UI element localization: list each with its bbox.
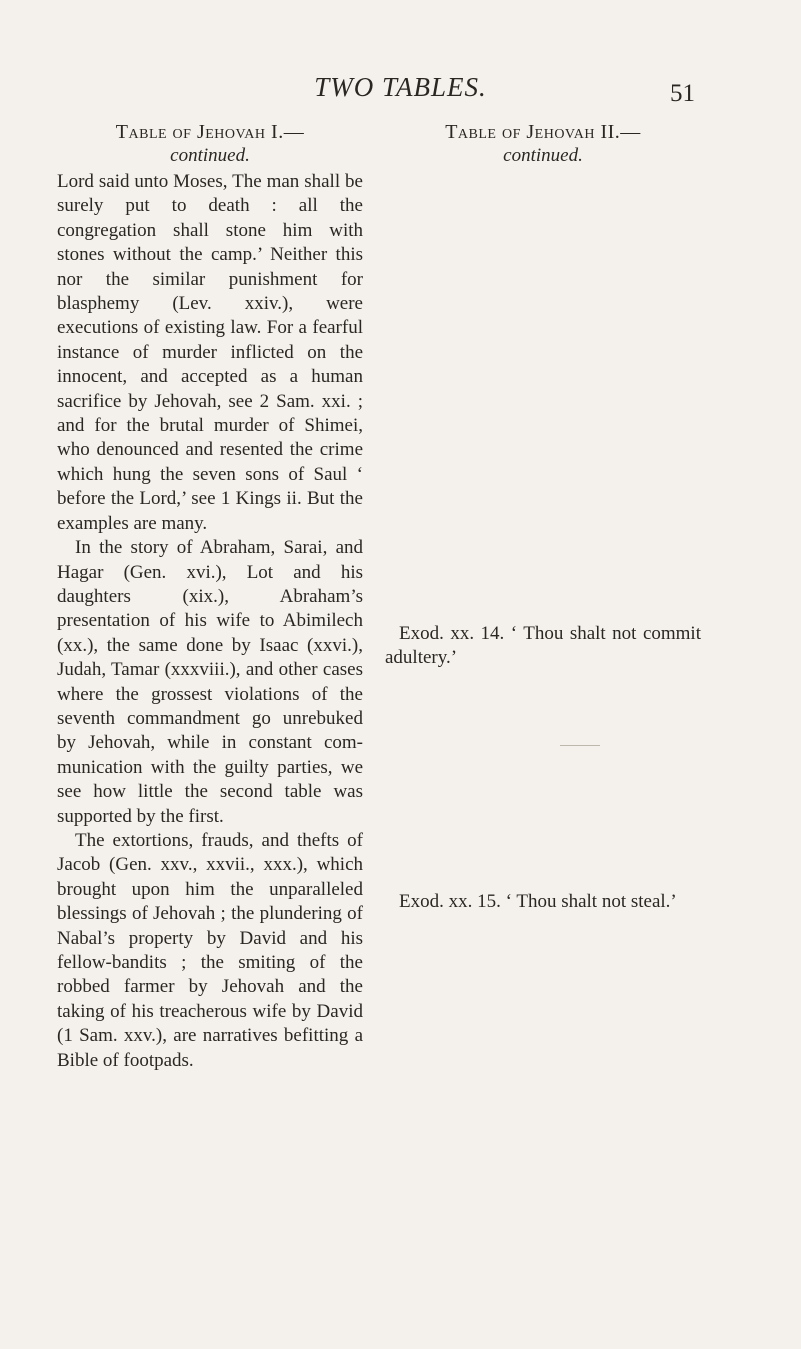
commandment-adultery-entry: Exod. xx. 14. ‘ Thou shalt not commit adultery.’ xyxy=(385,623,701,669)
running-head: TWO TABLES. xyxy=(314,72,487,102)
right-column xyxy=(385,120,701,912)
paragraph-2: In the story of Abraham, Sarai, and Hagar (Gen. xvi.), Lot and his daughters (xix.), Abraham’s presentation of his wife to Abimilech (xx.), the same done by Isaac (xxvi.), Judah, Tamar (xxxviii.), and other cases where the grossest violations of the seventh commandment go unrebuked by Jehovah, while in constant communication with the guilty parties, we see how little the second table was supported by the first. xyxy=(57,537,363,827)
page-number: 51 xyxy=(670,80,695,107)
left-column-heading: Table of Jehovah I.— xyxy=(115,121,305,143)
right-column-heading: Table of Jehovah II.— xyxy=(445,121,641,143)
scan-mark xyxy=(560,745,600,746)
commandment-steal-entry: Exod. xx. 15. ‘ Thou shalt not steal.’ xyxy=(399,891,677,912)
left-column xyxy=(57,120,363,1073)
right-column-subheading: continued. xyxy=(503,145,583,166)
left-column-subheading: continued. xyxy=(170,145,250,166)
paragraph-1: Lord said unto Moses, The man shall be surely put to death : all the congregation shall stone him with stones without the camp.’ Neither this nor the similar punishment for blasphemy (Lev. xxiv.), were executions of existing law. For a fearful instance of murder inflicted on the innocent, and accepted as a human sacrifice by Jehovah, see 2 Sam. xxi. ; and for the brutal murder of Shimei, who denounced and resented the crime which hung the seven sons of Saul ‘ before the Lord,’ see 1 Kings ii. But the examples are many. xyxy=(57,171,363,534)
paragraph-3: The extortions, frauds, and thefts of Jacob (Gen. xxv., xxvii., xxx.), which brought upon him the unparalleled blessings of Jehovah ; the plundering of Nabal’s property by David and his fellow-bandits ; the smiting of the robbed farmer by Jehovah and the taking of his treacherous wife by David (1 Sam. xxv.), are narratives befitting a Bible of footpads. xyxy=(57,829,363,1071)
